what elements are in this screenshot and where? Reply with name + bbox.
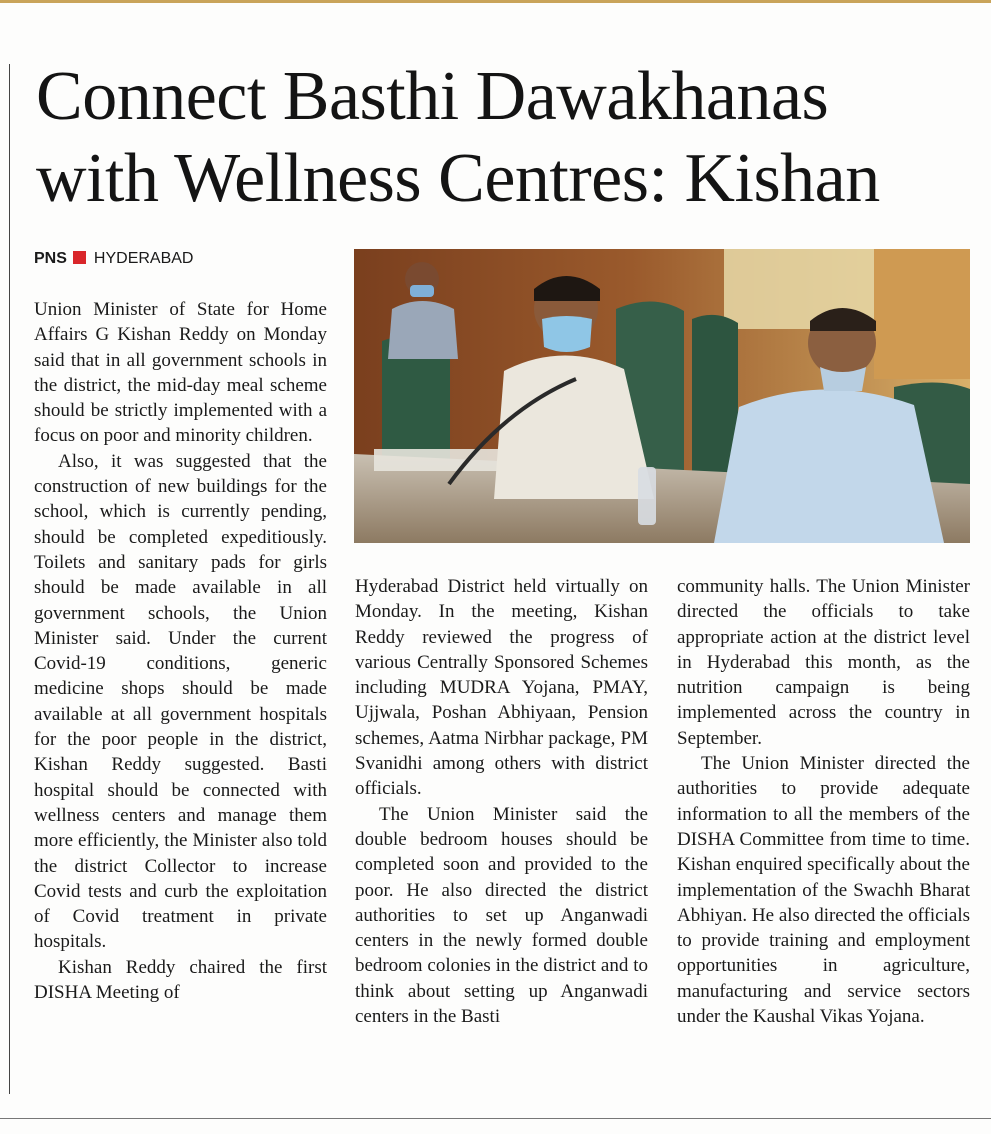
article-column-1 (34, 297, 327, 1005)
paragraph: Hyderabad District held virtually on Monday. In the meeting, Kishan Reddy reviewed the progress of various Centrally Sponsored Schemes including MUDRA Yojana, PMAY, Ujjwala, Poshan Abhiyaan, Pension schemes, Aatma Nirbhar package, PM Svanidhi among others with district officials. (355, 576, 648, 800)
bottom-border (0, 1118, 991, 1119)
paragraph: Also, it was suggested that the construction of new buildings for the school, which is currently pending, should be completed expeditiously. Toilets and sanitary pads for girls should be made available in all government schools, the Union Minister said. Under the current Covid-19 conditions, generic medicine shops should be made available at all government hospitals for the poor people in the district, Kishan Reddy suggested. Basti hospital should be connected with wellness centers and manage them more efficiently, the Minister also told the district Collector to increase Covid tests and curb the exploitation of Covid treatment in private hospitals. (34, 450, 327, 953)
headline (36, 56, 976, 220)
byline-location: HYDERABAD (93, 250, 194, 267)
paragraph: The Union Minister directed the authorities to provide adequate information to all the members of the DISHA Committee from time to time. Kishan enquired specifically about the implementation of the Swachh Bharat Abhiyan. He also directed the officials to provide training and employment opportunities in agriculture, manufacturing and service sectors under the Kaushal Vikas Yojana. (677, 753, 970, 1028)
paragraph: Kishan Reddy chaired the first DISHA Meeting of (34, 956, 327, 1004)
paragraph: Union Minister of State for Home Affairs G Kishan Reddy on Monday said that in all government schools in the district, the mid-day meal scheme should be strictly implemented with a focus on poor and minority children. (34, 299, 327, 447)
column-rule (9, 64, 10, 1094)
meeting-photo (354, 249, 970, 543)
article-column-3 (677, 574, 970, 1029)
top-border (0, 0, 991, 3)
paragraph: The Union Minister said the double bedroom houses should be completed soon and provided to the poor. He also directed the district authorities to set up Anganwadi centers in the newly formed double bedroom colonies in the district and to think about setting up Anganwadi centers in the Basti (355, 803, 648, 1028)
red-square-icon (73, 251, 86, 264)
byline (34, 249, 193, 269)
article-column-2 (355, 574, 648, 1029)
headline-line-2: with Wellness Centres: Kishan (36, 140, 880, 217)
byline-agency: PNS (34, 250, 67, 267)
paragraph: community halls. The Union Minister directed the officials to take appropriate action at the district level in Hyderabad this month, as the nutrition campaign is being implemented across the country in September. (677, 576, 970, 749)
headline-line-1: Connect Basthi Dawakhanas (36, 58, 829, 135)
